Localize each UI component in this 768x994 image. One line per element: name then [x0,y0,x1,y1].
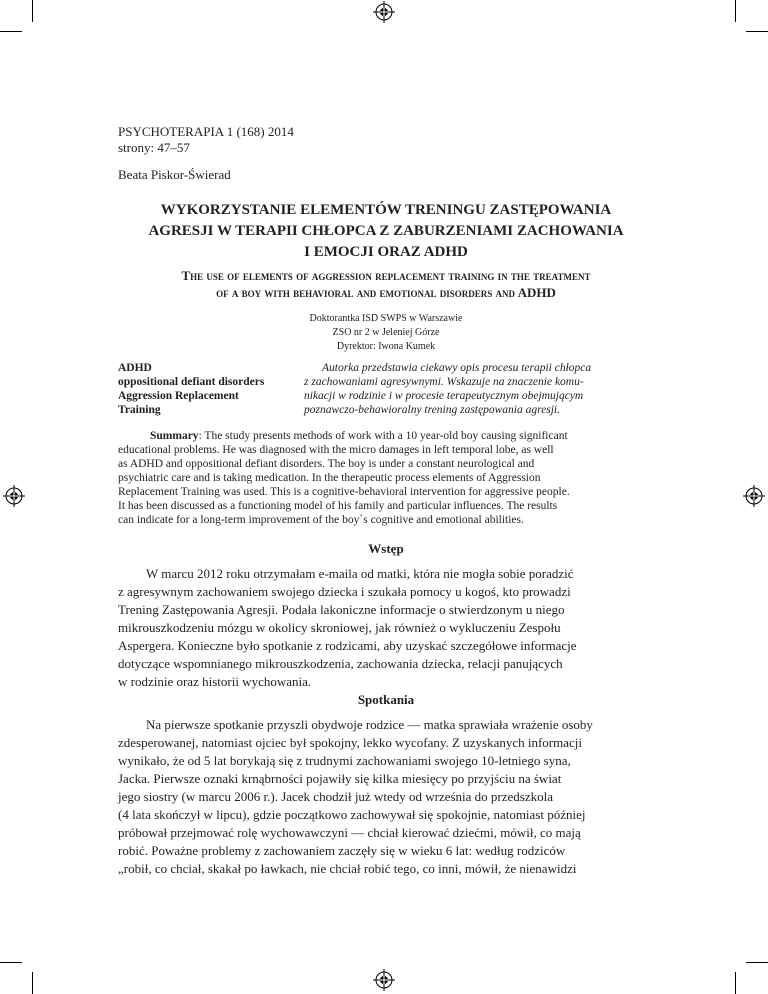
registration-mark-icon [373,1,395,23]
summary-label: Summary [150,430,199,442]
crop-mark [746,962,768,963]
summary-en [118,429,654,527]
keyword: ADHD [118,362,152,374]
paragraph-line: W marcu 2012 roku otrzymałam e-maila od matki, która nie mogła sobie poradzić [146,566,574,581]
author-name: Beata Piskor-Świerad [118,167,231,182]
abstract-line: nikacji w rodzinie i w procesie terapeutycznym obejmującym [304,390,584,402]
paragraph-line: Aspergera. Konieczne było spotkanie z rodzicami, aby uzyskać szczegółowe informacje [118,638,577,653]
affiliation-line: ZSO nr 2 w Jeleniej Górze [332,327,440,338]
paragraph-line: „robił, co chciał, skakał po ławkach, nie chciał robić tego, co inni, mówił, że nienawidzi [118,861,577,876]
abstract-line: Autorka przedstawia ciekawy opis procesu terapii chłopca [322,362,592,374]
summary-line: can indicate for a long-term improvement of the boy`s cognitive and emotional abilities. [118,514,524,526]
summary-line: : The study presents methods of work with a 10 year-old boy causing significant [198,430,568,442]
article-title-pl [118,200,654,263]
page-range: strony: 47–57 [118,140,190,155]
summary-line: psychiatric care and is taking medication. In the therapeutic process elements of Aggression [118,472,541,484]
crop-mark [735,0,736,22]
registration-mark-icon [3,485,25,507]
affiliation-line: Doktorantka ISD SWPS w Warszawie [309,313,463,324]
summary-line: educational problems. He was diagnosed with the micro damages in left temporal lobe, as well [118,444,554,456]
crop-mark [32,0,33,22]
title-line: AGRESJI W TERAPII CHŁOPCA Z ZABURZENIAMI ZACHOWANIA [148,223,624,239]
paragraph-line: w rodzinie oraz historii wychowania. [118,674,312,689]
paragraph-line: z agresywnym zachowaniem swojego dziecka i szukała pomocy u kogoś, kto prowadzi [118,584,571,599]
keywords [118,361,294,417]
keyword: Training [118,404,161,416]
title-en-line: of a boy with behavioral and emotional disorders and ADHD [216,285,556,300]
article-title-en [118,267,654,301]
crop-mark [0,962,22,963]
journal-issue: PSYCHOTERAPIA 1 (168) 2014 [118,124,294,139]
summary-line: It has been discussed as a functioning model of his family and particular influences. The results [118,500,558,512]
title-en-line: The use of elements of aggression replacement training in the treatment [181,268,591,283]
summary-line: as ADHD and oppositional defiant disorders. The boy is under a constant neurological and [118,458,535,470]
section-heading-meetings: Spotkania [357,692,415,707]
journal-header [118,124,294,156]
affiliation-line: Dyrektor: Iwona Kumek [336,341,436,352]
paragraph-meetings [118,716,654,878]
paragraph-line: (4 lata skończył w lipcu), gdzie początkowo zachowywał się spokojnie, natomiast później [118,807,586,822]
registration-mark-icon [743,485,765,507]
crop-mark [0,31,22,32]
paragraph-line: Trening Zastępowania Agresji. Podała lakoniczne informacje o stwierdzonym u niego [118,602,565,617]
paragraph-line: jego siostry (w marcu 2006 r.). Jacek chodził już wtedy od września do przedszkola [118,789,554,804]
paragraph-line: próbował przejmować rolę wychowawczyni — chciał kierować dziećmi, mówił, co mają [118,825,581,840]
affiliation [118,312,654,354]
paragraph-line: wynikało, że od 5 lat borykają się z trudnymi zachowaniami swojego 10-letniego syna, [118,753,571,768]
summary-line: Replacement Training was used. This is a cognitive-behavioral intervention for aggressive people. [118,486,570,498]
section-heading-intro: Wstęp [368,541,404,556]
paragraph-intro [118,565,654,691]
keyword: Aggression Replacement [118,390,239,402]
paragraph-line: robić. Poważne problemy z zachowaniem zaczęły się w wieku 6 lat: według rodziców [118,843,566,858]
abstract-line: z zachowaniami agresywnymi. Wskazuje na znaczenie komu- [304,376,584,388]
registration-mark-icon [373,969,395,991]
crop-mark [735,972,736,994]
title-line: WYKORZYSTANIE ELEMENTÓW TRENINGU ZASTĘPOWANIA [160,202,612,218]
paragraph-line: Na pierwsze spotkanie przyszli obydwoje rodzice — matka sprawiała wrażenie osoby [146,717,593,732]
title-line: I EMOCJI ORAZ ADHD [304,244,468,260]
paragraph-line: mikrouszkodzeniu mózgu w okolicy skroniowej, jak również o wykluczeniu Zespołu [118,620,561,635]
abstract-line: poznawczo-behawioralny trening zastępowania agresji. [304,404,560,416]
abstract-pl [304,361,654,417]
crop-mark [746,31,768,32]
paragraph-line: Jacka. Pierwsze oznaki krnąbrności pojawiły się kilka miesięcy po przyjściu na świat [118,771,562,786]
crop-mark [32,972,33,994]
paragraph-line: zdesperowanej, natomiast ojciec był spokojny, lekko wycofany. Z uzyskanych informacji [118,735,583,750]
paragraph-line: dotyczące wspomnianego mikrouszkodzenia, zachowania dziecka, relacji panujących [118,656,563,671]
keyword: oppositional defiant disorders [118,376,265,388]
